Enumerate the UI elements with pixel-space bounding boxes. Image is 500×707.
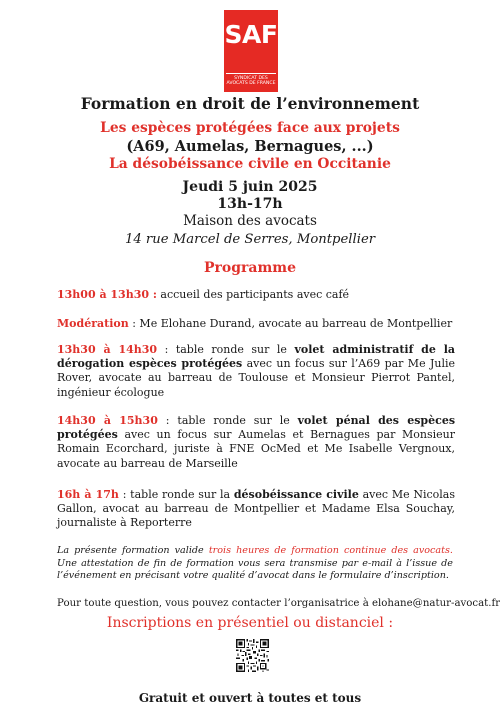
- saf-logo: [224, 10, 278, 92]
- item-post: avec Me Nicolas Gallon, avocat au barreau de Montpellier et Madame Elsa Souchay, journaliste à Reporterre: [57, 488, 456, 530]
- item-pre: : table ronde sur le: [165, 414, 290, 427]
- programme-item-disobedience-roundtable: [57, 488, 455, 531]
- item-time: 13h30 à 14h30: [57, 343, 158, 356]
- event-venue: Maison des avocats: [183, 213, 317, 229]
- programme-item-welcome: [57, 288, 455, 302]
- programme-item-penal-roundtable: [57, 414, 455, 471]
- event-address: 14 rue Marcel de Serres, Montpellier: [124, 232, 376, 247]
- event-time: 13h-17h: [217, 196, 283, 212]
- programme-item-moderation: [57, 317, 455, 331]
- event-date: Jeudi 5 juin 2025: [182, 179, 318, 195]
- item-label: Modération: [57, 317, 129, 330]
- item-time: 14h30 à 15h30: [57, 414, 158, 427]
- programme-item-admin-roundtable: [57, 343, 455, 400]
- training-note: [57, 545, 453, 583]
- footer-free-open: Gratuit et ouvert à toutes et tous: [138, 691, 362, 705]
- page-title: Formation en droit de l’environnement: [80, 94, 420, 113]
- inscriptions-heading: Inscriptions en présentiel ou distanciel :: [106, 615, 394, 631]
- contact-line: Pour toute question, vous pouvez contacter l’organisatrice à elohane@natur-avocat.fr: [57, 598, 500, 609]
- note-part-2: Une attestation de fin de formation vous sera transmise par e-mail à l’issue de l’événement en précisant votre qualité d’avocat dans le formulaire d’inscription.: [57, 557, 453, 581]
- item-pre: : table ronde sur la: [122, 488, 231, 501]
- note-highlight: trois heures de formation continue des avocats.: [208, 545, 453, 556]
- qr-code-icon[interactable]: [236, 639, 269, 672]
- logo-acronym: SAF: [224, 20, 278, 49]
- item-topic: volet administratif de la dérogation espèces protégées: [57, 343, 456, 371]
- item-topic: volet pénal des espèces protégées: [57, 414, 456, 442]
- item-post: avec un focus sur Aumelas et Bernagues par Monsieur Romain Ecorchard, juriste à FNE OcMed et Me Isabelle Vergnoux, avocate au barreau de Marseille: [57, 428, 456, 470]
- item-time: 16h à 17h: [57, 488, 119, 501]
- item-pre: : table ronde sur le: [164, 343, 287, 356]
- item-post: avec un focus sur l’A69 par Me Julie Rover, avocate au barreau de Toulouse et Monsieur Pierrot Pantel, ingénieur écologue: [57, 357, 455, 399]
- logo-line-2: AVOCATS DE FRANCE: [226, 81, 276, 87]
- subtitle-civil-disobedience: La désobéissance civile en Occitanie: [109, 156, 391, 172]
- logo-line-1: SYNDICAT DES: [234, 75, 268, 81]
- subtitle-cases: (A69, Aumelas, Bernagues, ...): [126, 138, 374, 155]
- item-text: : Me Elohane Durand, avocate au barreau de Montpellier: [132, 317, 453, 330]
- programme-heading: Programme: [203, 260, 296, 276]
- item-time: 13h00 à 13h30 :: [57, 288, 157, 301]
- item-topic: désobéissance civile: [233, 488, 359, 501]
- logo-subtitle: [226, 73, 276, 87]
- note-part-1: La présente formation valide: [57, 545, 204, 556]
- item-text: accueil des participants avec café: [160, 288, 350, 301]
- subtitle-topic: Les espèces protégées face aux projets: [100, 120, 400, 136]
